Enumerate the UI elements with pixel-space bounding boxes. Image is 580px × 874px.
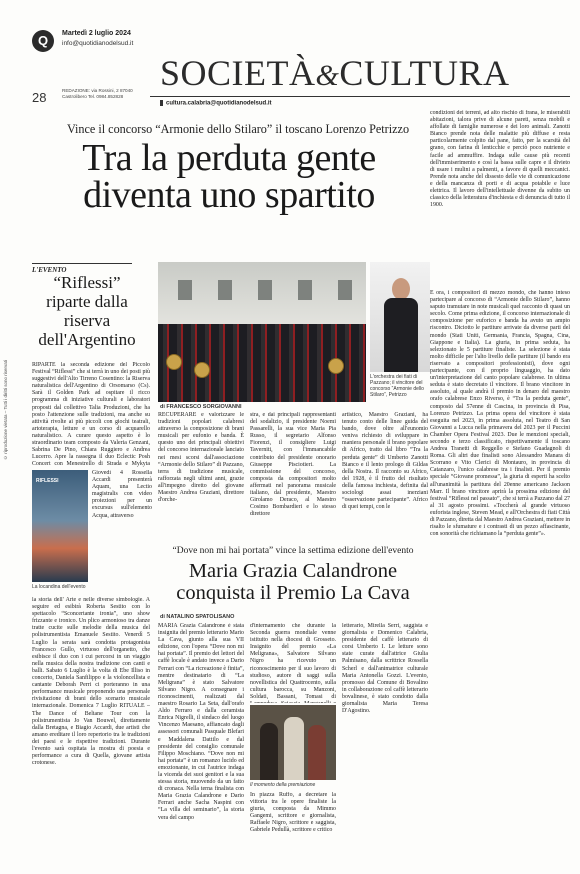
tuba-icon [194,362,210,378]
poster-caption: La locandina dell'evento [32,584,86,590]
event-poster-image [32,470,88,582]
conductor-caption: L'orchestra dei fiati di Pazzano; il vincitore del concorso “Armonie dello Stilaro”, Petrizzo [370,374,424,398]
left-article-body-side: Giovedì 4 Rossella Accardi presenterà Aquam, una Lectio magistralis con video proiezioni per un excursus sull'elemento Acqua, attraverso [92,470,152,519]
band-photo [158,262,366,402]
section-email[interactable] [160,100,272,107]
band-photo-credit: di FRANCESCO SORGIOVANNI [160,404,242,410]
tuba-icon [166,354,182,370]
main-kicker: Vince il concorso “Armonie dello Stilaro” il toscano Lorenzo Petrizzo [66,122,410,136]
award-ceremony-photo [250,705,336,780]
main-column-3: artistico, Maestro Graziani, ha tenuto conto delle linee guida del bando, dove oltre all'eunomio veniva richiesto di sviluppare in maniera personale il brano popolare di Africo, tratto dal libro “Tra la perduta gente” di Umberto Zanotti Bianco e il lento prologo di Gildas della Nostra. Il racconto su Africo, del 1928, è il frutto del risultato della famosa inchiesta, definita dal sociologi assai inerziani “osservazione partecipante”. Africo di quei tempi, con le [342,412,428,511]
poster-text: RIFLESSI [36,478,59,484]
person-figure [260,723,278,780]
award-credit: di NATALINO SPATOLISANO [160,614,235,620]
main-column-2: stra, e dai principali rappresentanti del sodalizio, il presidente Noemi Passarelli, la sua vice Maria Pia Russo, il segretario Alfonso Fiorenzi, il consigliere Luigi Taverniti, con l'immancabile contributo del presidente onorario Giuseppe Pisciotieri. La commissione del concorso, composta da compositori molto affermati nel panorama musicale italiano, dal presidente, Maestro Girolamo Deraco, al Maestro Cosimo Bombardieri e lo stesso direttore [250,412,336,518]
tuba-icon [328,358,344,374]
section-title-right: CULTURA [339,53,510,93]
page-number: 28 [32,90,47,105]
person-figure [308,725,326,780]
main-right-column-lower: E ora, i compositori di mezzo mondo, che hanno inteso partecipare al concorso di “Armonie dello Stilaro”, hanno saputo tramutare in note musicali quel racconto di quasi un secolo. Come prima edizione, il concorso internazionale di composizione per euforico e banda ha avuto un ampio riscontro. Diciotto le partiture arrivate da diverse parti del mondo (Stati Uniti, Germania, Francia, Spagna, Cina, Giappone e Italia). La giuria, in prima seduta, ha selezionato le 5 partiture finaliste. La selezione è stata molto difficile per l'alto livello delle partiture (il bando era riservato a compositori professionisti), dove ogni partecipante, con il proprio linguaggio, ha dato un'interpretazione del canto popolare calabrese. In ultima seduta è stato decretato il vincitore. Il brano vincitore in assoluto, al quale andrà il premio in denaro del maestro orafo calabrese Enzo Riverso, è “Tra la perduta gente”, composto dal 57enne di Cascina, in provincia di Pisa, Lorenzo Petrizzo. La prima opera del vincitore è stata eseguita nel 2023, in prima assoluta, nel Teatro di San Giovanni a Lucca nella primavera del 2023 per il Puccini Chamber Opera Festival 2023. Due le menzioni speciali, secondo e terzo classificato, rispettivamente il toscano Andrea Tranetti di Reggello e Stefano Guadagnoli di Roma. Gli altri due finalisti sono Alessandro Manara di Scorrano e Vito Clerici di Montauro, in provincia di Catanzaro, l'unico calabrese tra i finalisti. Per il premio speciale “Giovane promessa”, la giuria di esperti ha scelto all'unanimità la partitura del 20enne americano Jackson Marr. Il brano vincitore aprirà la prossima edizione del festival “Riflessi nel passato”, che si terrà a Pazzano dal 27 al 31 agosto prossimi. «Toccherà al grande virtuoso euforista inglese, Steven Mead, e all'Orchestra di fiati Città di Pazzano, diretta dal Maestro Andrea Graziani, mettere in risalto le sfumature e i contrasti di un pezzo affascinante, con sonorità che richiamano la “perduta gente”». [430,290,570,538]
redazione-address: REDAZIONE: via Rossini, 2 87040 Castrolibero Tel. 0984.852828 [62,88,133,99]
person-figure [284,717,304,780]
window [178,280,192,300]
email-bar-icon [160,100,163,106]
main-right-column-top: condizioni dei terreni, ad alto rischio di frana, le miserabili abitazioni, talora prive di alcune pareti, senza mobili e affollate di famiglie numerose e dei loro animali. Zanotti Bianco prende nota delle malattie più diffuse e resta particolarmente colpito dal pane, fatto, per la scarsità del grano, con farina di lenticchie e perciò poco nutriente e facile ad ammuffire. Indaga sulle cause più recenti dell'immiserimento e così la bassa sulle capre e il divieto di usare i mulini a palmenti, a favore di quelli meccanici. Prende nota anche del dissesto delle vie di comunicazione e della mancanza di porti e di acqua potabile e luce elettrica. Il lavoro dell'intellettuale divenne da subito un classico della letteratura d'inchiesta e di denuncia di tutto il 1900. [430,110,570,209]
award-title: Maria Grazia Calandrone conquista il Premio La Cava [176,560,410,604]
award-column-3: letterario, Mirella Serri, saggista e giornalista e Domenico Calabria, presidente del caffè letterario di corsi Umberto I. Le letture sono state curate dall'attrice Giulia Palmisano, dalla scrittrice Rossella Scherl e dall'animatrice culturale Maria Antonella Gozzi. L'evento, promosso dal Comune di Bovalino in collaborazione col caffè letterario bovalinese, è stato condotto dalla giornalista Maria Teresa D'Agostino. [342,623,428,715]
award-photo-caption: Il momento della premiazione [250,782,316,788]
award-column-2-lower: In piazza Ruffo, a decretare la vittoria tra le opere finaliste la giuria, composta da Mimmo Gangemi, scrittore e giornalista, Raffaele Nigro, scrittore e saggista, Gabriele Pedullà, scrittore e critico [250,792,336,834]
contact-email[interactable]: info@quotidianodelsud.it [62,40,134,47]
section-title-amp: & [315,59,340,92]
section-title-left: SOCIETÀ [160,53,316,93]
main-headline: Tra la perduta gente diventa uno spartito [82,137,376,216]
window [218,280,232,300]
newspaper-logo-icon: Q [32,30,54,52]
section-title [160,52,510,97]
conductor-suit [384,298,418,372]
copyright-note: © riproduzione vietata – Tutti i diritti sono riservati [3,359,8,460]
award-column-1: MARIA Grazia Calandrone è stata insignita del premio letterario Mario La Cava, giunto alla sua VII edizione, con l'opera “Dove non mi hai portata”. Il premio dei lettori del caffè locale è andato invece a Dario Ferrari con “La ricreazione è finita”, mentre destinatario di “La Meligrana” è stato Salvatore Silvano Nigro. A consegnare i riconoscimenti, realizzati dal maestro Rosario La Seta, dall'orafo Aldo Ferraro e dalla ceramista Enrica Nigrelli, il sindaco del luogo Vincenzo Maesano, affiancato dagli assessori comunali Pasquale Blefari e Maddalena Dattilo e dal presidente del consiglio comunale Filippo Moschiano. “Dove non mi hai portata” è un romanzo lucido ed emozionante, in cui l'autrice indaga la vicenda dei suoi genitori e la sua stessa storia, muovendo da un fatto di cronaca. Nella terna finalista con Maria Grazia Calandrone e Dario Ferrari anche Sacha Naspini con “La villa del seminario”, la storia vera del campo [158,623,244,821]
main-column-1: RECUPERARE e valorizzare le tradizioni popolari calabresi attraverso la composizione di brani musicali per eufonio e banda. È questo uno dei principali obiettivi del concorso internazionale lanciato nei mesi scorsi dall'associazione “Armonie dello Stilaro” di Pazzano, terra di tradizione musicale, rafforzata negli ultimi anni, grazie all'impegno diretto del giovane Maestro Andrea Graziani, direttore d'orche- [158,412,244,504]
award-column-2: d'internamento che durante la Seconda guerra mondiale venne istituito nella diocesi di Grosseto. Insignito del premio «La Meligrana», Salvatore Silvano Nigro ha ricevuto un riconoscimento per il suo lavoro di studioso, autore di saggi sulla novellistica del Quattrocento, sulla cultura barocca, su Manzoni, Soldati, Bassani, Tomasi di [250,623,336,700]
window [298,280,312,300]
window [338,280,352,300]
issue-date: Martedì 2 luglio 2024 [62,30,131,37]
window [258,280,272,300]
section-divider [150,96,570,97]
conductor-head [392,278,410,300]
award-kicker: “Dove non mi hai portata” vince la settima edizione dell'evento [172,546,414,556]
left-article-label: L'EVENTO [32,263,132,274]
left-article-body-lower: la storia dell' Arte e nelle diverse simbologie. A seguire ed esibirà Roberta Sestito con lo spettacolo “Sconcertante ironia”, uno show frizzante e ironico. Un plico armonioso tra danze tratte cucite sulle melodie della musica del polistrumentista Emanuele Sestito. Venerdì 5 Luglio la serata sarà condotta protagonista Francesco Gullo, virtuoso dell'organetto, che esibisce il duo con i cui percorsi in un viaggio nella musica della nostra tradizione con canti e balli. Sabato 6 Luglio è la volta di Ebe Illiso in concerto, Daniela Sanfilippo e la violoncellista e cantante Deborah Perri ci porteranno in una performance musicale proponendo una personale rivisitazione di brani dello scenario musicale internazionale. Domenica 7 Luglio RITUALE – The Dance of Beltane Tour con la polistrumentista Jo Van Bouwel, direttamente dalla Bretagna, e Biagio Accardi, due artisti che amano ereditare il loro repertorio tra le tradizioni dei paesi e le rispettive tradizioni. Durante l'evento sarà ospitata la mostra di poesia e performance a cura di Quella, giovane artista crotonese. [32,597,150,767]
conductor-photo [370,262,430,372]
left-article-title: “Riflessi” riparte dalla riserva dell'Argentino [38,273,136,349]
left-article-body: RIPARTE la seconda edizione del Piccolo Festival “Riflessi” che si terrà in uno dei posti più suggestivi dell'Alto Tirreno Cosentino: la Riserva naturalistica dell'Argentino di Orsomarso (Cs). Sarà il Golden Park ad ospitare il ricco programma di iniziative culturali e laboratori proposti dal collettivo Talia Produzioni, che ha posto l'attenzione sulle tradizioni, ma anche su attività rivolte ai più piccoli con giochi teatrali, artoterapia, letture e un corso di acquarello naturalistico. A curare questo aspetto è lo straordinario team composto da Valeria Genzani, Sabrina De Pino, Chiara Ruggiero e Andrea Lucerro. Apre la rassegna il duo Eclectic Posh Concert con Menestrello di Strada e Mykyta [32,362,150,468]
section-email-text: cultura.calabria@quotidianodelsud.it [166,100,272,107]
